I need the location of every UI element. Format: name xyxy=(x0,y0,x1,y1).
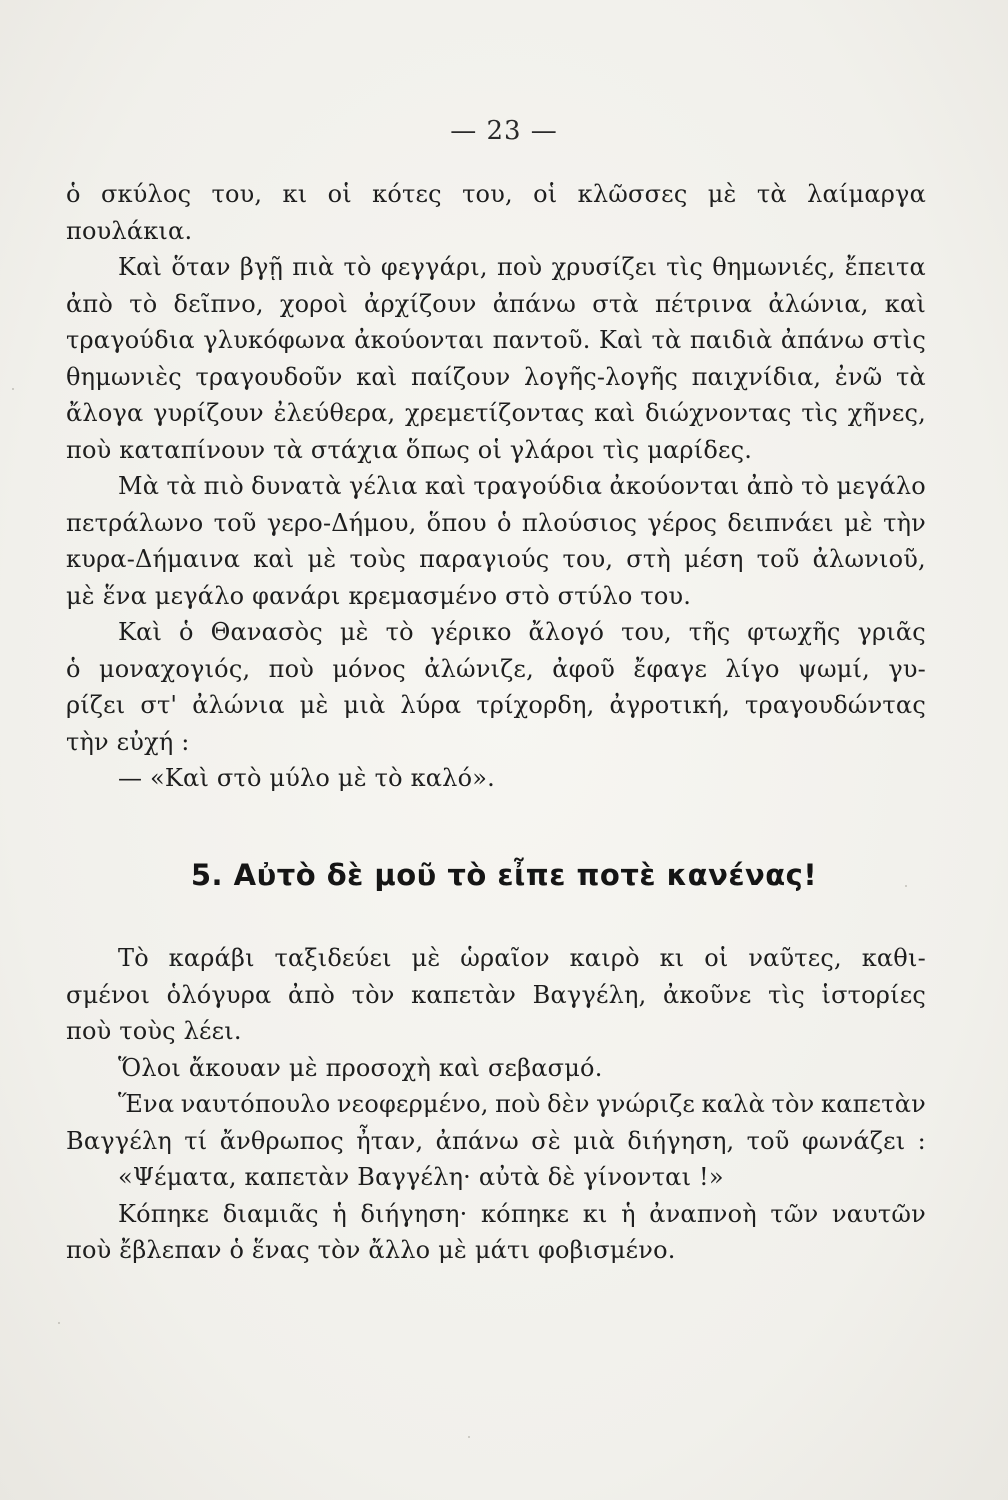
word: μὲ xyxy=(411,944,441,972)
word: Ἕνα xyxy=(118,1090,175,1118)
word: γερο-Δήμου, xyxy=(266,508,417,537)
word: ὅπου xyxy=(426,508,487,537)
word: μὲ xyxy=(307,545,337,573)
word: μοναχογιός, xyxy=(98,654,251,683)
word: στὶς xyxy=(872,326,926,354)
word: ἔφαγε xyxy=(633,654,708,683)
word: καπετὰν xyxy=(821,1090,926,1118)
word: πέτρινα xyxy=(654,289,753,318)
word: τὰ xyxy=(651,326,682,354)
word: μέση xyxy=(683,545,744,573)
word: κι xyxy=(659,944,685,972)
word: ἀκοῦνε xyxy=(663,980,752,1009)
word: ἀλώνιζε, xyxy=(424,654,534,683)
word: Μὰ xyxy=(118,472,160,500)
word: ἡ xyxy=(621,1199,636,1228)
word: παιχνίδια, xyxy=(691,362,822,391)
paragraph-start-line xyxy=(66,1196,926,1233)
word: φεγγάρι, xyxy=(380,253,488,281)
text-line xyxy=(66,687,926,724)
word: ναυτόπουλο xyxy=(180,1090,331,1118)
word: παντοῦ. xyxy=(492,326,591,354)
word: πλούσιος xyxy=(521,508,638,537)
paragraph-start-line xyxy=(66,940,926,977)
word: ὁλόγυρα xyxy=(166,980,272,1009)
word: καιρὸ xyxy=(569,944,640,972)
word: οἱ xyxy=(533,180,558,208)
paper-speck xyxy=(468,1436,470,1438)
word: ἀλωνιοῦ, xyxy=(812,545,926,573)
word: διώχνοντας xyxy=(645,399,792,427)
word: ἀπάνω xyxy=(435,1126,519,1155)
word: τρίχορδη, xyxy=(476,691,595,719)
word: ὁ xyxy=(179,618,194,646)
word: τί xyxy=(184,1126,208,1155)
word: παραγιούς xyxy=(419,545,550,573)
word: Θανασὸς xyxy=(210,618,323,646)
word: γυρίζουν xyxy=(153,399,264,427)
word: ἀλώνια, xyxy=(768,289,869,318)
paragraph-start-line xyxy=(66,468,926,505)
text-line: τὴν εὐχή : xyxy=(66,727,190,756)
word: γριᾶς xyxy=(857,618,926,646)
word: νεοφερμένο, xyxy=(336,1090,489,1118)
word: κυρα-Δήμαινα xyxy=(66,545,241,573)
word: σὲ xyxy=(531,1126,561,1155)
word: ἀρχίζουν xyxy=(364,289,477,318)
paper-speck xyxy=(905,885,907,887)
word: ὅταν xyxy=(171,253,231,281)
word: του, xyxy=(621,618,672,646)
word: ναυτῶν xyxy=(831,1199,926,1228)
page-number: — 23 — xyxy=(450,116,558,146)
word: του, xyxy=(211,180,263,208)
word: λύρα xyxy=(400,691,462,719)
word: κι xyxy=(282,180,308,208)
paragraph-start-line xyxy=(66,249,926,286)
text-line xyxy=(66,359,926,396)
word: τὸ xyxy=(385,618,414,646)
word: τὶς xyxy=(666,253,703,281)
quoted-line: — «Καὶ στὸ μύλο μὲ τὸ καλό». xyxy=(118,764,495,792)
word: πιὰ xyxy=(292,253,335,281)
word: διήγηση· xyxy=(360,1199,468,1228)
word: ἀλώνια xyxy=(192,691,285,719)
text-section-one xyxy=(66,176,926,797)
paper-speck xyxy=(58,1322,60,1324)
word: καὶ xyxy=(253,545,295,573)
word: καθι- xyxy=(861,944,926,972)
word: Καὶ xyxy=(118,253,163,281)
word: καὶ xyxy=(424,472,467,500)
word: μεγάλο xyxy=(836,472,926,500)
word: τὸ xyxy=(343,253,372,281)
word: οἱ xyxy=(327,180,352,208)
word: τραγούδια xyxy=(66,326,195,354)
word: καὶ xyxy=(594,399,636,427)
word: ἐνῶ xyxy=(834,362,883,391)
text-line xyxy=(66,541,926,578)
text-line: ποὺ ἔβλεπαν ὁ ἕνας τὸν ἄλλο μὲ μάτι φοβισμένο. xyxy=(66,1236,676,1264)
word: τὶς xyxy=(768,980,805,1009)
word: τὸν xyxy=(351,980,395,1009)
word: κι xyxy=(582,1199,608,1228)
word: μὲ xyxy=(707,180,737,208)
word: ἱστορίες xyxy=(821,980,926,1009)
word: ἄνθρωπος xyxy=(219,1126,344,1155)
word: ἀναπνοὴ xyxy=(649,1199,757,1228)
word: δὲν xyxy=(547,1090,590,1118)
word: ποὺ xyxy=(495,1090,541,1118)
word: κόπηκε xyxy=(480,1199,570,1228)
word: ἀπάνω xyxy=(492,289,577,318)
text-line xyxy=(66,1123,926,1160)
word: κλῶσσες xyxy=(577,180,688,208)
paragraph-start-line xyxy=(66,614,926,651)
word: καλὰ xyxy=(701,1090,766,1118)
word: διήγηση, xyxy=(627,1126,735,1155)
word: λαίμαργα xyxy=(807,180,926,208)
word: ἔπειτα xyxy=(844,253,926,281)
word: καράβι xyxy=(168,944,255,972)
text-line: πουλάκια. xyxy=(66,216,193,245)
word: παιδιὰ xyxy=(689,326,773,354)
word: χοροὶ xyxy=(279,289,348,318)
word: χρεμετίζοντας xyxy=(405,399,585,427)
word: Βαγγέλη, xyxy=(532,980,647,1009)
word: τοῦ xyxy=(746,1126,790,1155)
word: ἀφοῦ xyxy=(552,654,616,683)
word: Καὶ xyxy=(118,618,163,646)
word: γέλια xyxy=(348,472,418,500)
word: ναῦτες, xyxy=(748,944,842,972)
word: πετράλωνο xyxy=(66,508,204,537)
word: δεῖπνο, xyxy=(173,289,264,318)
word: στὴ xyxy=(626,545,671,573)
word: πιὸ xyxy=(203,472,244,500)
word: θημωνιές, xyxy=(712,253,836,281)
word: καὶ xyxy=(356,362,398,391)
word: ταξιδεύει xyxy=(274,944,392,972)
word: μὲ xyxy=(339,618,369,646)
word: ἀπὸ xyxy=(66,289,114,318)
word: βγῇ xyxy=(239,253,284,281)
word: καὶ xyxy=(884,289,926,318)
word: τὰ xyxy=(166,472,197,500)
word: στὰ xyxy=(592,289,639,318)
word: τὴν xyxy=(883,508,926,537)
word: γέρικο xyxy=(430,618,512,646)
paragraph-start-line xyxy=(66,1086,926,1123)
text-line xyxy=(66,505,926,542)
word: ὁ xyxy=(66,180,81,208)
text-line xyxy=(66,977,926,1014)
word: ἐλεύθερα, xyxy=(273,399,396,427)
word: θημωνιὲς xyxy=(66,362,182,391)
word: τὸ xyxy=(801,472,830,500)
text-line: ποὺ καταπίνουν τὰ στάχια ὅπως οἱ γλάροι τὶς μαρίδες. xyxy=(66,435,753,464)
word: δυνατὰ xyxy=(251,472,342,500)
word: οἱ xyxy=(704,944,729,972)
word: κότες xyxy=(372,180,442,208)
word: ἦταν, xyxy=(356,1126,424,1155)
word: τῶν xyxy=(770,1199,819,1228)
word: στ' xyxy=(140,691,178,719)
word: τὸν xyxy=(771,1090,815,1118)
word: τοῦ xyxy=(756,545,800,573)
quoted-line: «Ψέματα, καπετὰν Βαγγέλη· αὐτὰ δὲ γίνονται !» xyxy=(118,1163,724,1191)
word: τραγουδοῦν xyxy=(195,362,343,391)
word: γλυκόφωνα xyxy=(203,326,346,354)
word: χῆνες, xyxy=(847,399,926,427)
word: τοῦ xyxy=(213,508,257,537)
word: γυ- xyxy=(888,654,926,683)
word: ποὺ xyxy=(496,253,543,281)
word: ὁ xyxy=(66,654,81,683)
word: μὲ xyxy=(299,691,329,719)
text-line xyxy=(66,651,926,688)
text-line xyxy=(66,286,926,323)
section-heading: 5. Αὐτὸ δὲ μοῦ τὸ εἶπε ποτὲ κανένας! xyxy=(190,858,818,892)
word: τὸ xyxy=(129,289,158,318)
word: φτωχῆς xyxy=(747,618,841,646)
word: ἀκούονται xyxy=(354,326,485,354)
word: τῆς xyxy=(688,618,731,646)
word: χρυσίζει xyxy=(551,253,658,281)
word: μιὰ xyxy=(343,691,386,719)
word: τὰ xyxy=(896,362,926,391)
word: τραγούδια xyxy=(473,472,603,500)
word: Τὸ xyxy=(118,944,149,972)
text-line: μὲ ἕνα μεγάλο φανάρι κρεμασμένο στὸ στύλο του. xyxy=(66,581,692,610)
paragraph-start-line: Ὅλοι ἄκουαν μὲ προσοχὴ καὶ σεβασμό. xyxy=(118,1053,603,1082)
paper-speck xyxy=(12,388,14,390)
word: λίγο xyxy=(725,654,780,683)
word: ὁ xyxy=(496,508,512,537)
word: δειπνάει xyxy=(727,508,834,537)
word: ψωμί, xyxy=(797,654,870,683)
word: ἄλογα xyxy=(66,399,144,427)
word: Κόπηκε xyxy=(118,1199,210,1228)
text-line xyxy=(66,322,926,359)
word: γνώριζε xyxy=(596,1090,696,1118)
text-section-two xyxy=(66,940,926,1269)
word: Βαγγέλη xyxy=(66,1126,172,1155)
word: μιὰ xyxy=(573,1126,616,1155)
word: μόνος xyxy=(332,654,406,683)
text-line xyxy=(66,176,926,213)
word: του, xyxy=(462,180,513,208)
word: ὡραῖον xyxy=(460,944,550,972)
word: ἀπὸ xyxy=(746,472,794,500)
word: τὶς xyxy=(801,399,839,427)
word: τοὺς xyxy=(349,545,406,573)
word: μὲ xyxy=(843,508,873,537)
word: : xyxy=(917,1126,926,1155)
word: σμένοι xyxy=(66,980,151,1009)
word: ἀγροτική, xyxy=(609,691,731,719)
word: παίζουν xyxy=(410,362,511,391)
word: ἡ xyxy=(332,1199,347,1228)
word: ἄλογό xyxy=(528,618,605,646)
word: τὰ xyxy=(756,180,787,208)
text-line xyxy=(66,395,926,432)
text-line: ποὺ τοὺς λέει. xyxy=(66,1017,242,1045)
word: λογῆς-λογῆς xyxy=(524,362,678,391)
word: σκύλος xyxy=(100,180,192,208)
word: διαμιᾶς xyxy=(222,1199,319,1228)
word: καπετὰν xyxy=(411,980,517,1009)
word: του, xyxy=(562,545,614,573)
word: φωνάζει xyxy=(801,1126,906,1155)
word: γέρος xyxy=(647,508,718,537)
word: ποὺ xyxy=(268,654,315,683)
word: ἀπὸ xyxy=(288,980,336,1009)
word: τραγουδώντας xyxy=(745,691,926,719)
word: ἀκούονται xyxy=(609,472,740,500)
word: Καὶ xyxy=(598,326,644,354)
word: ἀπάνω xyxy=(780,326,865,354)
word: ρίζει xyxy=(66,691,126,719)
